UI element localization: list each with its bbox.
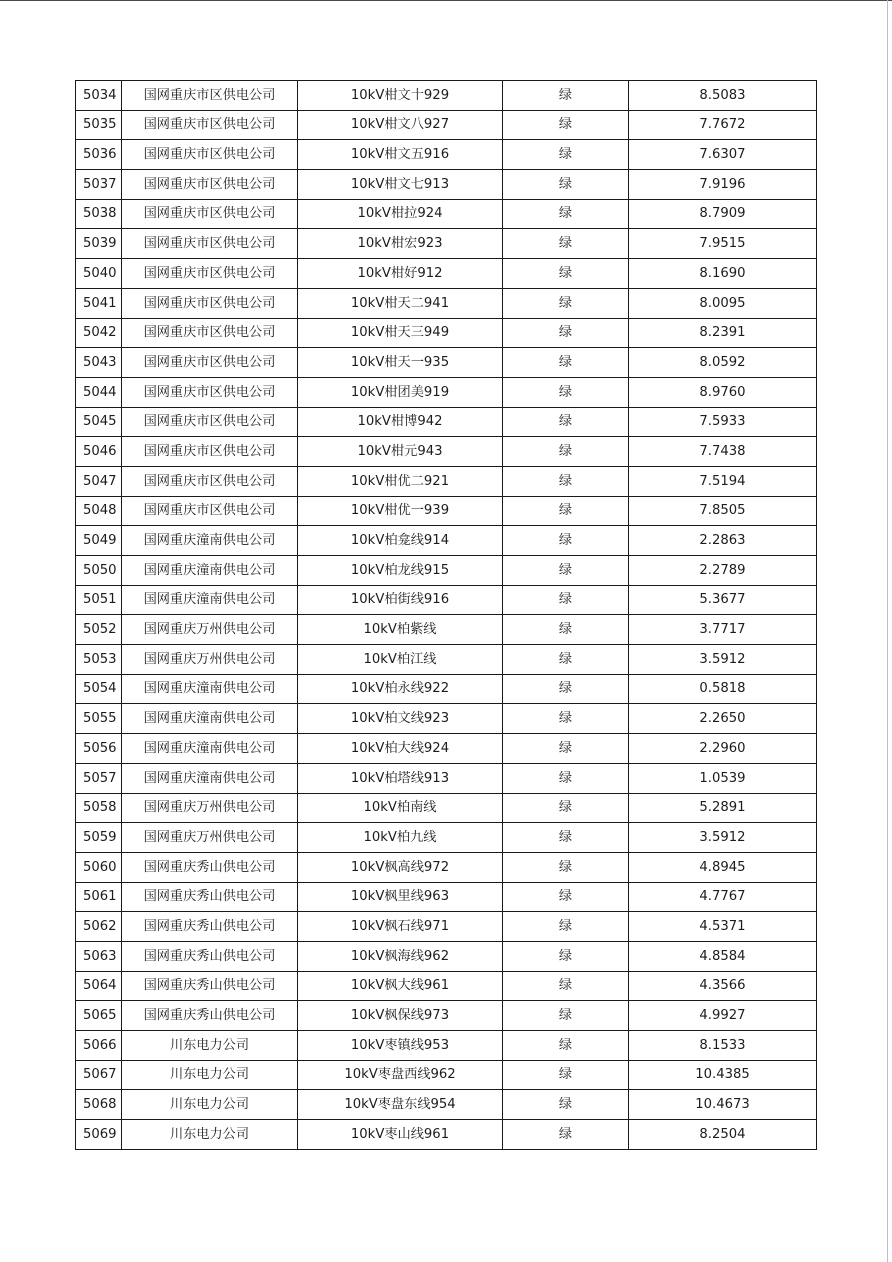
status-cell: 绿 <box>503 526 629 556</box>
company-name-cell: 国网重庆秀山供电公司 <box>122 1001 298 1031</box>
row-number-cell: 5051 <box>76 585 122 615</box>
page-right-edge <box>887 0 888 1262</box>
status-cell: 绿 <box>503 734 629 764</box>
line-name-cell: 10kV柏塔线913 <box>298 763 503 793</box>
line-name-cell: 10kV柏街线916 <box>298 585 503 615</box>
company-name-cell: 国网重庆市区供电公司 <box>122 199 298 229</box>
table-row <box>76 259 817 289</box>
line-name-cell: 10kV枣镇线953 <box>298 1031 503 1061</box>
value-cell: 7.5933 <box>629 407 817 437</box>
row-number-cell: 5061 <box>76 882 122 912</box>
table-row <box>76 734 817 764</box>
row-number-cell: 5062 <box>76 912 122 942</box>
company-name-cell: 国网重庆市区供电公司 <box>122 140 298 170</box>
table-row <box>76 1031 817 1061</box>
company-name-cell: 国网重庆市区供电公司 <box>122 318 298 348</box>
status-cell: 绿 <box>503 674 629 704</box>
line-name-cell: 10kV枫高线972 <box>298 852 503 882</box>
status-cell: 绿 <box>503 348 629 378</box>
row-number-cell: 5050 <box>76 556 122 586</box>
data-table <box>75 80 817 1150</box>
row-number-cell: 5052 <box>76 615 122 645</box>
row-number-cell: 5056 <box>76 734 122 764</box>
row-number-cell: 5034 <box>76 81 122 111</box>
company-name-cell: 国网重庆万州供电公司 <box>122 823 298 853</box>
table-row <box>76 556 817 586</box>
company-name-cell: 国网重庆潼南供电公司 <box>122 704 298 734</box>
row-number-cell: 5045 <box>76 407 122 437</box>
status-cell: 绿 <box>503 466 629 496</box>
company-name-cell: 国网重庆市区供电公司 <box>122 81 298 111</box>
table-row <box>76 229 817 259</box>
table-row <box>76 645 817 675</box>
row-number-cell: 5036 <box>76 140 122 170</box>
company-name-cell: 国网重庆潼南供电公司 <box>122 763 298 793</box>
row-number-cell: 5038 <box>76 199 122 229</box>
value-cell: 3.5912 <box>629 823 817 853</box>
value-cell: 0.5818 <box>629 674 817 704</box>
table-body <box>76 81 817 1150</box>
company-name-cell: 国网重庆万州供电公司 <box>122 645 298 675</box>
line-name-cell: 10kV柑文十929 <box>298 81 503 111</box>
row-number-cell: 5057 <box>76 763 122 793</box>
company-name-cell: 国网重庆市区供电公司 <box>122 377 298 407</box>
table-row <box>76 615 817 645</box>
company-name-cell: 国网重庆潼南供电公司 <box>122 556 298 586</box>
line-name-cell: 10kV柑文七913 <box>298 170 503 200</box>
row-number-cell: 5048 <box>76 496 122 526</box>
value-cell: 8.1533 <box>629 1031 817 1061</box>
status-cell: 绿 <box>503 407 629 437</box>
table-row <box>76 318 817 348</box>
status-cell: 绿 <box>503 81 629 111</box>
row-number-cell: 5040 <box>76 259 122 289</box>
company-name-cell: 国网重庆市区供电公司 <box>122 170 298 200</box>
status-cell: 绿 <box>503 971 629 1001</box>
value-cell: 8.1690 <box>629 259 817 289</box>
table-row <box>76 407 817 437</box>
line-name-cell: 10kV枫海线962 <box>298 941 503 971</box>
value-cell: 3.5912 <box>629 645 817 675</box>
status-cell: 绿 <box>503 140 629 170</box>
line-name-cell: 10kV柏南线 <box>298 793 503 823</box>
status-cell: 绿 <box>503 852 629 882</box>
table-row <box>76 763 817 793</box>
company-name-cell: 川东电力公司 <box>122 1060 298 1090</box>
value-cell: 4.9927 <box>629 1001 817 1031</box>
value-cell: 7.7672 <box>629 110 817 140</box>
line-name-cell: 10kV枫石线971 <box>298 912 503 942</box>
table-row <box>76 437 817 467</box>
line-name-cell: 10kV柑好912 <box>298 259 503 289</box>
status-cell: 绿 <box>503 199 629 229</box>
status-cell: 绿 <box>503 229 629 259</box>
row-number-cell: 5042 <box>76 318 122 348</box>
status-cell: 绿 <box>503 1031 629 1061</box>
row-number-cell: 5039 <box>76 229 122 259</box>
company-name-cell: 国网重庆万州供电公司 <box>122 615 298 645</box>
table-row <box>76 288 817 318</box>
row-number-cell: 5067 <box>76 1060 122 1090</box>
line-name-cell: 10kV柏永线922 <box>298 674 503 704</box>
row-number-cell: 5063 <box>76 941 122 971</box>
value-cell: 4.8945 <box>629 852 817 882</box>
value-cell: 7.8505 <box>629 496 817 526</box>
value-cell: 4.5371 <box>629 912 817 942</box>
status-cell: 绿 <box>503 1090 629 1120</box>
line-name-cell: 10kV柑文五916 <box>298 140 503 170</box>
company-name-cell: 国网重庆秀山供电公司 <box>122 971 298 1001</box>
value-cell: 4.7767 <box>629 882 817 912</box>
status-cell: 绿 <box>503 556 629 586</box>
table-row <box>76 585 817 615</box>
line-name-cell: 10kV柑文八927 <box>298 110 503 140</box>
page-top-border <box>0 0 892 1</box>
company-name-cell: 国网重庆万州供电公司 <box>122 793 298 823</box>
row-number-cell: 5055 <box>76 704 122 734</box>
row-number-cell: 5058 <box>76 793 122 823</box>
value-cell: 2.2863 <box>629 526 817 556</box>
company-name-cell: 国网重庆市区供电公司 <box>122 407 298 437</box>
value-cell: 8.0592 <box>629 348 817 378</box>
table-row <box>76 793 817 823</box>
row-number-cell: 5047 <box>76 466 122 496</box>
line-name-cell: 10kV柑团美919 <box>298 377 503 407</box>
status-cell: 绿 <box>503 496 629 526</box>
status-cell: 绿 <box>503 1001 629 1031</box>
table-row <box>76 912 817 942</box>
line-name-cell: 10kV柏龙线915 <box>298 556 503 586</box>
line-name-cell: 10kV柑天一935 <box>298 348 503 378</box>
line-name-cell: 10kV柏江线 <box>298 645 503 675</box>
company-name-cell: 国网重庆秀山供电公司 <box>122 852 298 882</box>
value-cell: 10.4673 <box>629 1090 817 1120</box>
table-row <box>76 823 817 853</box>
value-cell: 8.9760 <box>629 377 817 407</box>
row-number-cell: 5060 <box>76 852 122 882</box>
value-cell: 7.5194 <box>629 466 817 496</box>
company-name-cell: 国网重庆秀山供电公司 <box>122 941 298 971</box>
status-cell: 绿 <box>503 259 629 289</box>
table-row <box>76 1060 817 1090</box>
line-name-cell: 10kV柏紫线 <box>298 615 503 645</box>
line-name-cell: 10kV枣盘东线954 <box>298 1090 503 1120</box>
status-cell: 绿 <box>503 110 629 140</box>
row-number-cell: 5053 <box>76 645 122 675</box>
company-name-cell: 川东电力公司 <box>122 1120 298 1150</box>
status-cell: 绿 <box>503 615 629 645</box>
row-number-cell: 5065 <box>76 1001 122 1031</box>
table-row <box>76 704 817 734</box>
row-number-cell: 5035 <box>76 110 122 140</box>
value-cell: 7.9196 <box>629 170 817 200</box>
company-name-cell: 国网重庆潼南供电公司 <box>122 526 298 556</box>
table-row <box>76 348 817 378</box>
line-name-cell: 10kV柑元943 <box>298 437 503 467</box>
value-cell: 2.2789 <box>629 556 817 586</box>
company-name-cell: 川东电力公司 <box>122 1090 298 1120</box>
value-cell: 8.7909 <box>629 199 817 229</box>
row-number-cell: 5068 <box>76 1090 122 1120</box>
value-cell: 7.7438 <box>629 437 817 467</box>
company-name-cell: 国网重庆市区供电公司 <box>122 229 298 259</box>
row-number-cell: 5049 <box>76 526 122 556</box>
line-name-cell: 10kV柑宏923 <box>298 229 503 259</box>
table-row <box>76 971 817 1001</box>
status-cell: 绿 <box>503 377 629 407</box>
status-cell: 绿 <box>503 170 629 200</box>
status-cell: 绿 <box>503 1120 629 1150</box>
line-name-cell: 10kV柑优一939 <box>298 496 503 526</box>
table-row <box>76 1090 817 1120</box>
company-name-cell: 国网重庆秀山供电公司 <box>122 882 298 912</box>
line-name-cell: 10kV柏文线923 <box>298 704 503 734</box>
table-row <box>76 852 817 882</box>
status-cell: 绿 <box>503 585 629 615</box>
table-row <box>76 140 817 170</box>
table-row <box>76 496 817 526</box>
row-number-cell: 5043 <box>76 348 122 378</box>
value-cell: 8.0095 <box>629 288 817 318</box>
line-name-cell: 10kV柑拉924 <box>298 199 503 229</box>
company-name-cell: 国网重庆市区供电公司 <box>122 466 298 496</box>
row-number-cell: 5069 <box>76 1120 122 1150</box>
line-name-cell: 10kV枣盘西线962 <box>298 1060 503 1090</box>
value-cell: 7.6307 <box>629 140 817 170</box>
table-row <box>76 170 817 200</box>
row-number-cell: 5064 <box>76 971 122 1001</box>
value-cell: 8.2391 <box>629 318 817 348</box>
table-row <box>76 110 817 140</box>
line-name-cell: 10kV枫保线973 <box>298 1001 503 1031</box>
line-name-cell: 10kV柑博942 <box>298 407 503 437</box>
company-name-cell: 国网重庆市区供电公司 <box>122 288 298 318</box>
company-name-cell: 川东电力公司 <box>122 1031 298 1061</box>
table-row <box>76 674 817 704</box>
value-cell: 5.3677 <box>629 585 817 615</box>
table-row <box>76 81 817 111</box>
row-number-cell: 5037 <box>76 170 122 200</box>
status-cell: 绿 <box>503 288 629 318</box>
company-name-cell: 国网重庆市区供电公司 <box>122 110 298 140</box>
status-cell: 绿 <box>503 823 629 853</box>
status-cell: 绿 <box>503 645 629 675</box>
status-cell: 绿 <box>503 941 629 971</box>
table-row <box>76 526 817 556</box>
value-cell: 4.3566 <box>629 971 817 1001</box>
line-name-cell: 10kV柑天二941 <box>298 288 503 318</box>
value-cell: 7.9515 <box>629 229 817 259</box>
row-number-cell: 5066 <box>76 1031 122 1061</box>
value-cell: 1.0539 <box>629 763 817 793</box>
table-row <box>76 199 817 229</box>
company-name-cell: 国网重庆市区供电公司 <box>122 259 298 289</box>
line-name-cell: 10kV柏九线 <box>298 823 503 853</box>
value-cell: 10.4385 <box>629 1060 817 1090</box>
row-number-cell: 5059 <box>76 823 122 853</box>
status-cell: 绿 <box>503 793 629 823</box>
line-name-cell: 10kV枫大线961 <box>298 971 503 1001</box>
company-name-cell: 国网重庆市区供电公司 <box>122 437 298 467</box>
company-name-cell: 国网重庆潼南供电公司 <box>122 674 298 704</box>
table-row <box>76 882 817 912</box>
row-number-cell: 5044 <box>76 377 122 407</box>
value-cell: 2.2650 <box>629 704 817 734</box>
company-name-cell: 国网重庆潼南供电公司 <box>122 585 298 615</box>
status-cell: 绿 <box>503 763 629 793</box>
value-cell: 8.5083 <box>629 81 817 111</box>
value-cell: 8.2504 <box>629 1120 817 1150</box>
row-number-cell: 5041 <box>76 288 122 318</box>
table-row <box>76 1001 817 1031</box>
status-cell: 绿 <box>503 882 629 912</box>
table-row <box>76 941 817 971</box>
company-name-cell: 国网重庆市区供电公司 <box>122 496 298 526</box>
value-cell: 5.2891 <box>629 793 817 823</box>
table-row <box>76 377 817 407</box>
status-cell: 绿 <box>503 318 629 348</box>
company-name-cell: 国网重庆秀山供电公司 <box>122 912 298 942</box>
status-cell: 绿 <box>503 912 629 942</box>
line-name-cell: 10kV枫里线963 <box>298 882 503 912</box>
table-row <box>76 1120 817 1150</box>
row-number-cell: 5054 <box>76 674 122 704</box>
line-name-cell: 10kV柑天三949 <box>298 318 503 348</box>
row-number-cell: 5046 <box>76 437 122 467</box>
line-name-cell: 10kV柏大线924 <box>298 734 503 764</box>
company-name-cell: 国网重庆潼南供电公司 <box>122 734 298 764</box>
line-name-cell: 10kV枣山线961 <box>298 1120 503 1150</box>
line-name-cell: 10kV柑优二921 <box>298 466 503 496</box>
table-row <box>76 466 817 496</box>
status-cell: 绿 <box>503 437 629 467</box>
company-name-cell: 国网重庆市区供电公司 <box>122 348 298 378</box>
value-cell: 3.7717 <box>629 615 817 645</box>
line-name-cell: 10kV柏龛线914 <box>298 526 503 556</box>
status-cell: 绿 <box>503 704 629 734</box>
value-cell: 4.8584 <box>629 941 817 971</box>
status-cell: 绿 <box>503 1060 629 1090</box>
value-cell: 2.2960 <box>629 734 817 764</box>
